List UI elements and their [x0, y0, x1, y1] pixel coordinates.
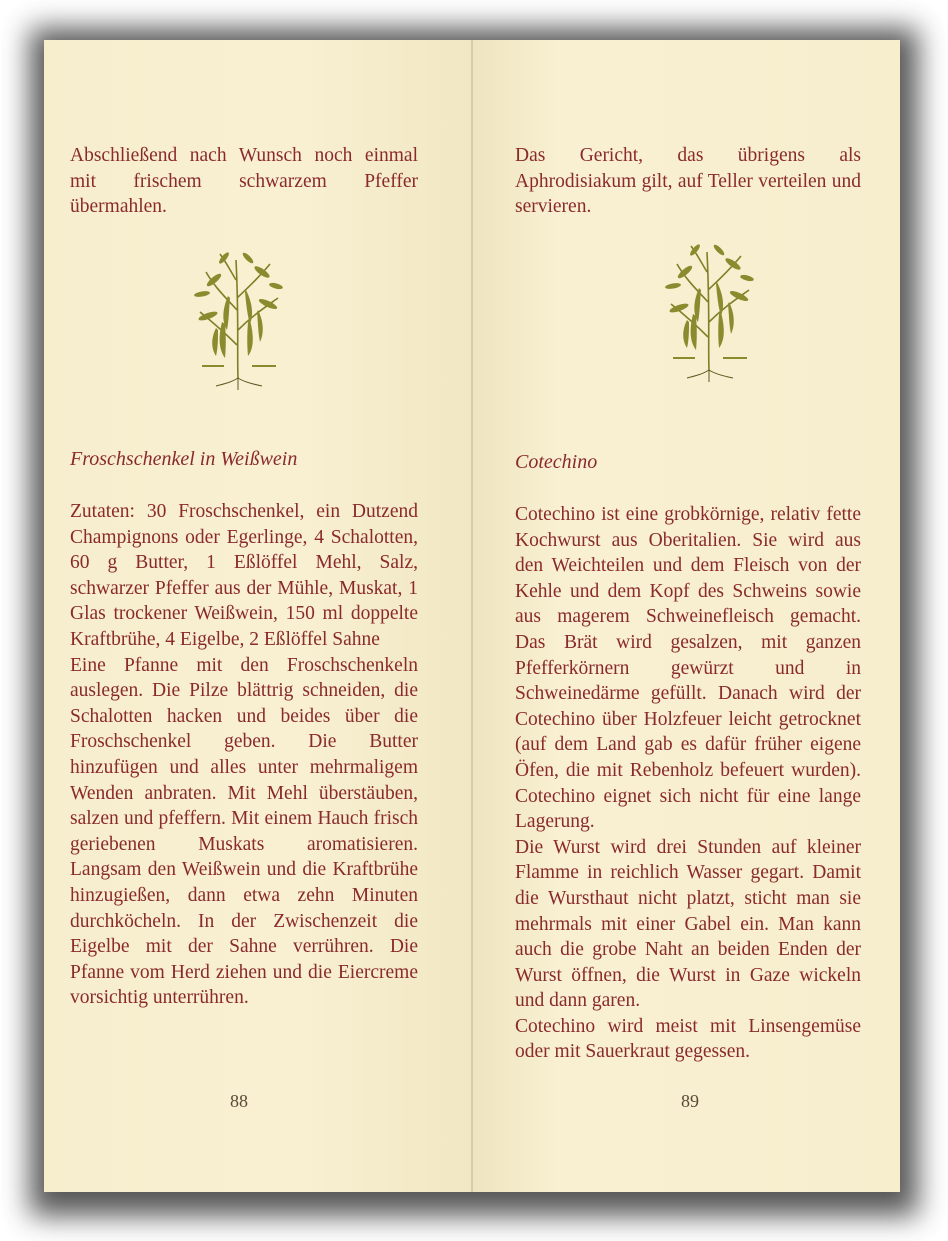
right-recipe-title: Cotechino: [515, 451, 598, 473]
cotechino-serving: Cotechino wird meist mit Linsengemüse oder mit Sauerkraut gegessen.: [515, 1015, 861, 1063]
ingredients: Zutaten: 30 Froschschenkel, ein Dutzend Champignons oder Egerlinge, 4 Schalotten, 60 g Butter, 1 Eßlöffel Mehl, Salz, schwarzer Pfeffer aus der Mühle, Muskat, 1 Glas trockener Weißwein, 150 ml doppelte Kraftbrühe, 4 Eigelbe, 2 Eßlöffel Sahne: [70, 501, 418, 650]
pepper-plant-illustration: [663, 242, 755, 384]
page-number-right: 89: [681, 1091, 699, 1111]
book-spread: [44, 40, 900, 1192]
pepper-plant-illustration: [192, 250, 284, 392]
page-number-left: 88: [230, 1091, 248, 1111]
left-recipe-title: Froschschenkel in Weißwein: [70, 448, 298, 470]
cotechino-preparation: Die Wurst wird drei Stunden auf kleiner Flamme in reichlich Wasser gegart. Damit die Wursthaut nicht platzt, sticht man sie mehrmals mit einer Gabel ein. Man kann auch die grobe Naht an beiden Enden der Wurst öffnen, die Wurst in Gaze wickeln und dann garen.: [515, 836, 861, 1012]
left-page: [44, 40, 471, 1192]
right-intro: Das Gericht, das übrigens als Aphrodisiakum gilt, auf Teller verteilen und servieren.: [515, 145, 861, 218]
right-page: [473, 40, 900, 1192]
left-recipe-body: [70, 499, 418, 1011]
cotechino-description: Cotechino ist eine grobkörnige, relativ fette Kochwurst aus Oberitalien. Sie wird aus den Weichteilen und dem Fleisch von der Kehle und dem Kopf des Schweins sowie aus magerem Schweinefleisch gemacht. Das Brät wird gesalzen, mit ganzen Pfefferkörnern gewürzt und in Schweinedärme gefüllt. Danach wird der Cotechino über Holzfeuer leicht getrocknet (auf dem Land gab es dafür früher eigene Öfen, die mit Rebenholz befeuert wurden). Cotechino eignet sich nicht für eine lange Lagerung.: [515, 504, 861, 833]
method: Eine Pfanne mit den Froschschenkeln auslegen. Die Pilze blättrig schneiden, die Schalotten hacken und beides über die Froschschenkel geben. Die Butter hinzufügen und alles unter mehrmaligem Wenden anbraten. Mit Mehl überstäuben, salzen und pfeffern. Mit einem Hauch frisch geriebenen Muskats aromatisieren. Langsam den Weißwein und die Kraftbrühe hinzugießen, dann etwa zehn Minuten durchköcheln. In der Zwischenzeit die Eigelbe mit der Sahne verrühren. Die Pfanne vom Herd ziehen und die Eiercreme vorsichtig unterrühren.: [70, 654, 418, 1009]
left-intro: Abschließend nach Wunsch noch einmal mit frischem schwarzem Pfeffer übermahlen.: [70, 145, 418, 218]
right-recipe-body: [515, 502, 861, 1065]
